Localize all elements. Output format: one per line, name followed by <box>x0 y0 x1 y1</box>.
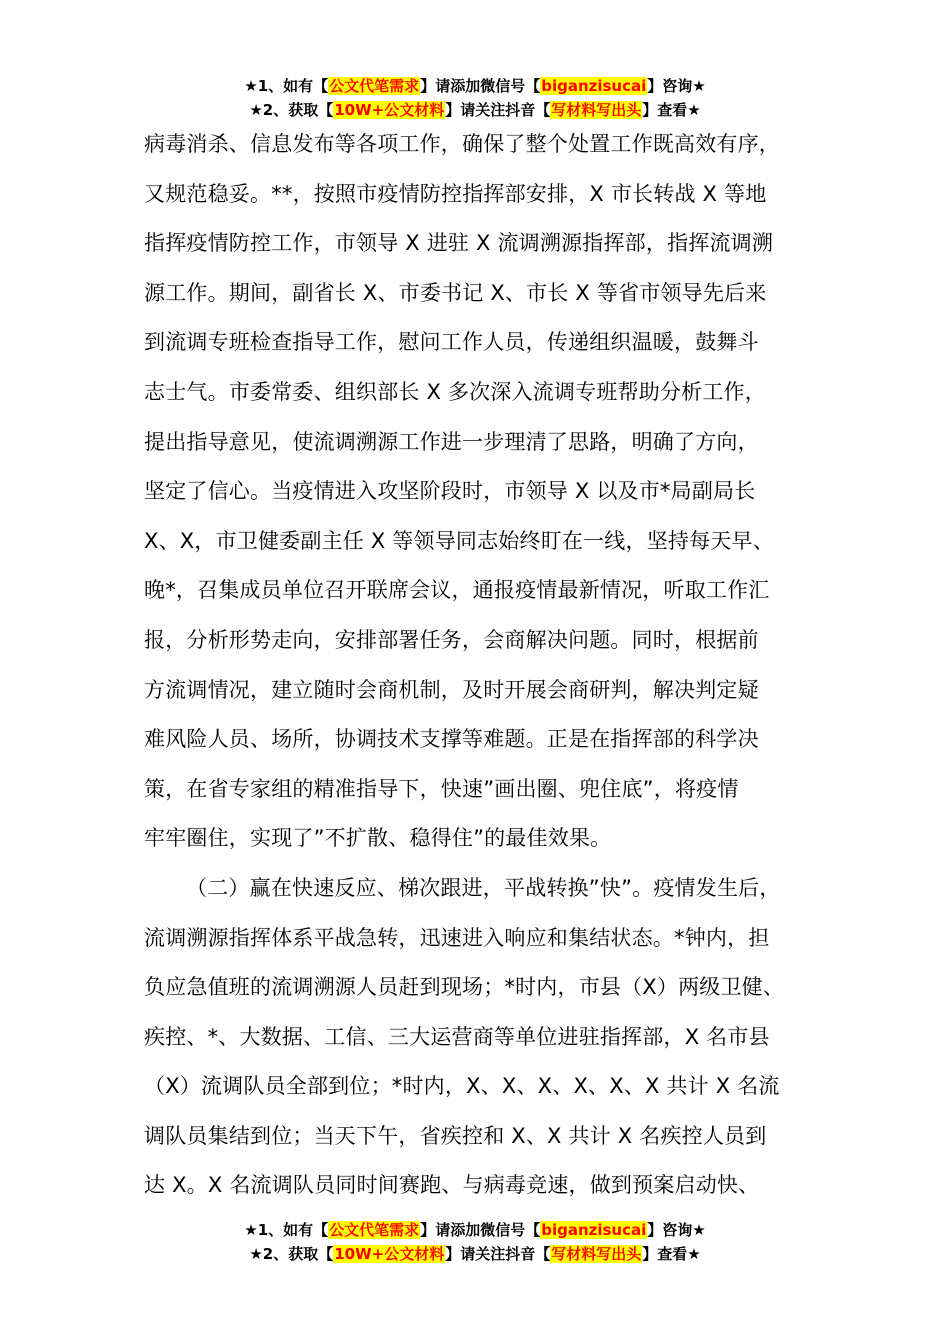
wechat-id-highlight: biganzisucai <box>541 1221 647 1239</box>
body-line: 报，分析形势走向，安排部署任务，会商解决问题。同时，根据前 <box>144 627 759 652</box>
body-line: 达 X。X 名流调队员同时间赛跑、与病毒竞速，做到预案启动快、 <box>144 1173 760 1198</box>
banner-prefix: ★1、如有【 <box>244 1221 329 1239</box>
body-line: 志士气。市委常委、组织部长 X 多次深入流调专班帮助分析工作， <box>144 379 766 404</box>
banner-highlight: 10W+公文材料 <box>334 101 445 119</box>
banner-mid: 】请关注抖音【 <box>445 101 551 119</box>
body-line: 晚*，召集成员单位召开联席会议，通报疫情最新情况，听取工作汇 <box>144 578 770 603</box>
banner-suffix: 】查看★ <box>642 101 701 119</box>
body-line: 负应急值班的流调溯源人员赶到现场；*时内，市县（X）两级卫健、 <box>144 975 785 1000</box>
banner-mid: 】请添加微信号【 <box>420 77 541 95</box>
section-heading-line: （二）赢在快速反应、梯次跟进，平战转换”快”。疫情发生后， <box>186 875 781 900</box>
body-line: 调队员集结到位；当天下午，省疾控和 X、X 共计 X 名疾控人员到 <box>144 1123 767 1148</box>
body-line: 方流调情况，建立随时会商机制，及时开展会商研判，解决判定疑 <box>144 677 759 702</box>
douyin-id-highlight: 写材料写出头 <box>551 101 642 119</box>
banner-suffix: 】咨询★ <box>647 1221 706 1239</box>
bottom-banner <box>0 1218 950 1266</box>
document-body <box>144 120 834 1211</box>
body-line: 病毒消杀、信息发布等各项工作，确保了整个处置工作既高效有序， <box>144 132 780 156</box>
banner-prefix: ★2、获取【 <box>249 1245 334 1263</box>
body-line: 源工作。期间，副省长 X、市委书记 X、市长 X 等省市领导先后来 <box>144 280 767 305</box>
wechat-id-highlight: biganzisucai <box>541 77 647 95</box>
body-line: 坚定了信心。当疫情进入攻坚阶段时，市领导 X 以及市*局副局长 <box>144 479 756 504</box>
body-line: 策，在省专家组的精准指导下，快速”画出圈、兜住底”，将疫情 <box>144 776 739 801</box>
body-line: 又规范稳妥。**，按照市疫情防控指挥部安排，X 市长转战 X 等地 <box>144 181 767 206</box>
banner-highlight: 10W+公文材料 <box>334 1245 445 1263</box>
banner-mid: 】请关注抖音【 <box>445 1245 551 1263</box>
body-line: 难风险人员、场所，协调技术支撑等难题。正是在指挥部的科学决 <box>144 727 759 752</box>
banner-mid: 】请添加微信号【 <box>420 1221 541 1239</box>
banner-prefix: ★2、获取【 <box>249 101 334 119</box>
body-line: 提出指导意见，使流调溯源工作进一步理清了思路，明确了方向， <box>144 429 759 454</box>
body-line: 流调溯源指挥体系平战急转，迅速进入响应和集结状态。*钟内，担 <box>144 925 770 950</box>
banner-line-2 <box>0 1242 950 1266</box>
banner-suffix: 】咨询★ <box>647 77 706 95</box>
banner-prefix: ★1、如有【 <box>244 77 329 95</box>
body-line: 牢牢圈住，实现了”不扩散、稳得住”的最佳效果。 <box>144 826 612 851</box>
body-line: （X）流调队员全部到位；*时内，X、X、X、X、X、X 共计 X 名流 <box>144 1074 780 1099</box>
body-line: 到流调专班检查指导工作，慰问工作人员，传递组织温暖，鼓舞斗 <box>144 330 759 355</box>
banner-suffix: 】查看★ <box>642 1245 701 1263</box>
banner-line-1 <box>0 1218 950 1242</box>
banner-line-1 <box>0 74 950 98</box>
banner-highlight: 公文代笔需求 <box>329 1221 420 1239</box>
body-line: 疾控、*、大数据、工信、三大运营商等单位进驻指挥部，X 名市县 <box>144 1024 770 1049</box>
body-line: 指挥疫情防控工作，市领导 X 进驻 X 流调溯源指挥部，指挥流调溯 <box>144 231 774 256</box>
banner-highlight: 公文代笔需求 <box>329 77 420 95</box>
body-line: X、X，市卫健委副主任 X 等领导同志始终盯在一线，坚持每天早、 <box>144 528 774 553</box>
banner-line-2 <box>0 98 950 122</box>
douyin-id-highlight: 写材料写出头 <box>551 1245 642 1263</box>
top-banner <box>0 74 950 122</box>
